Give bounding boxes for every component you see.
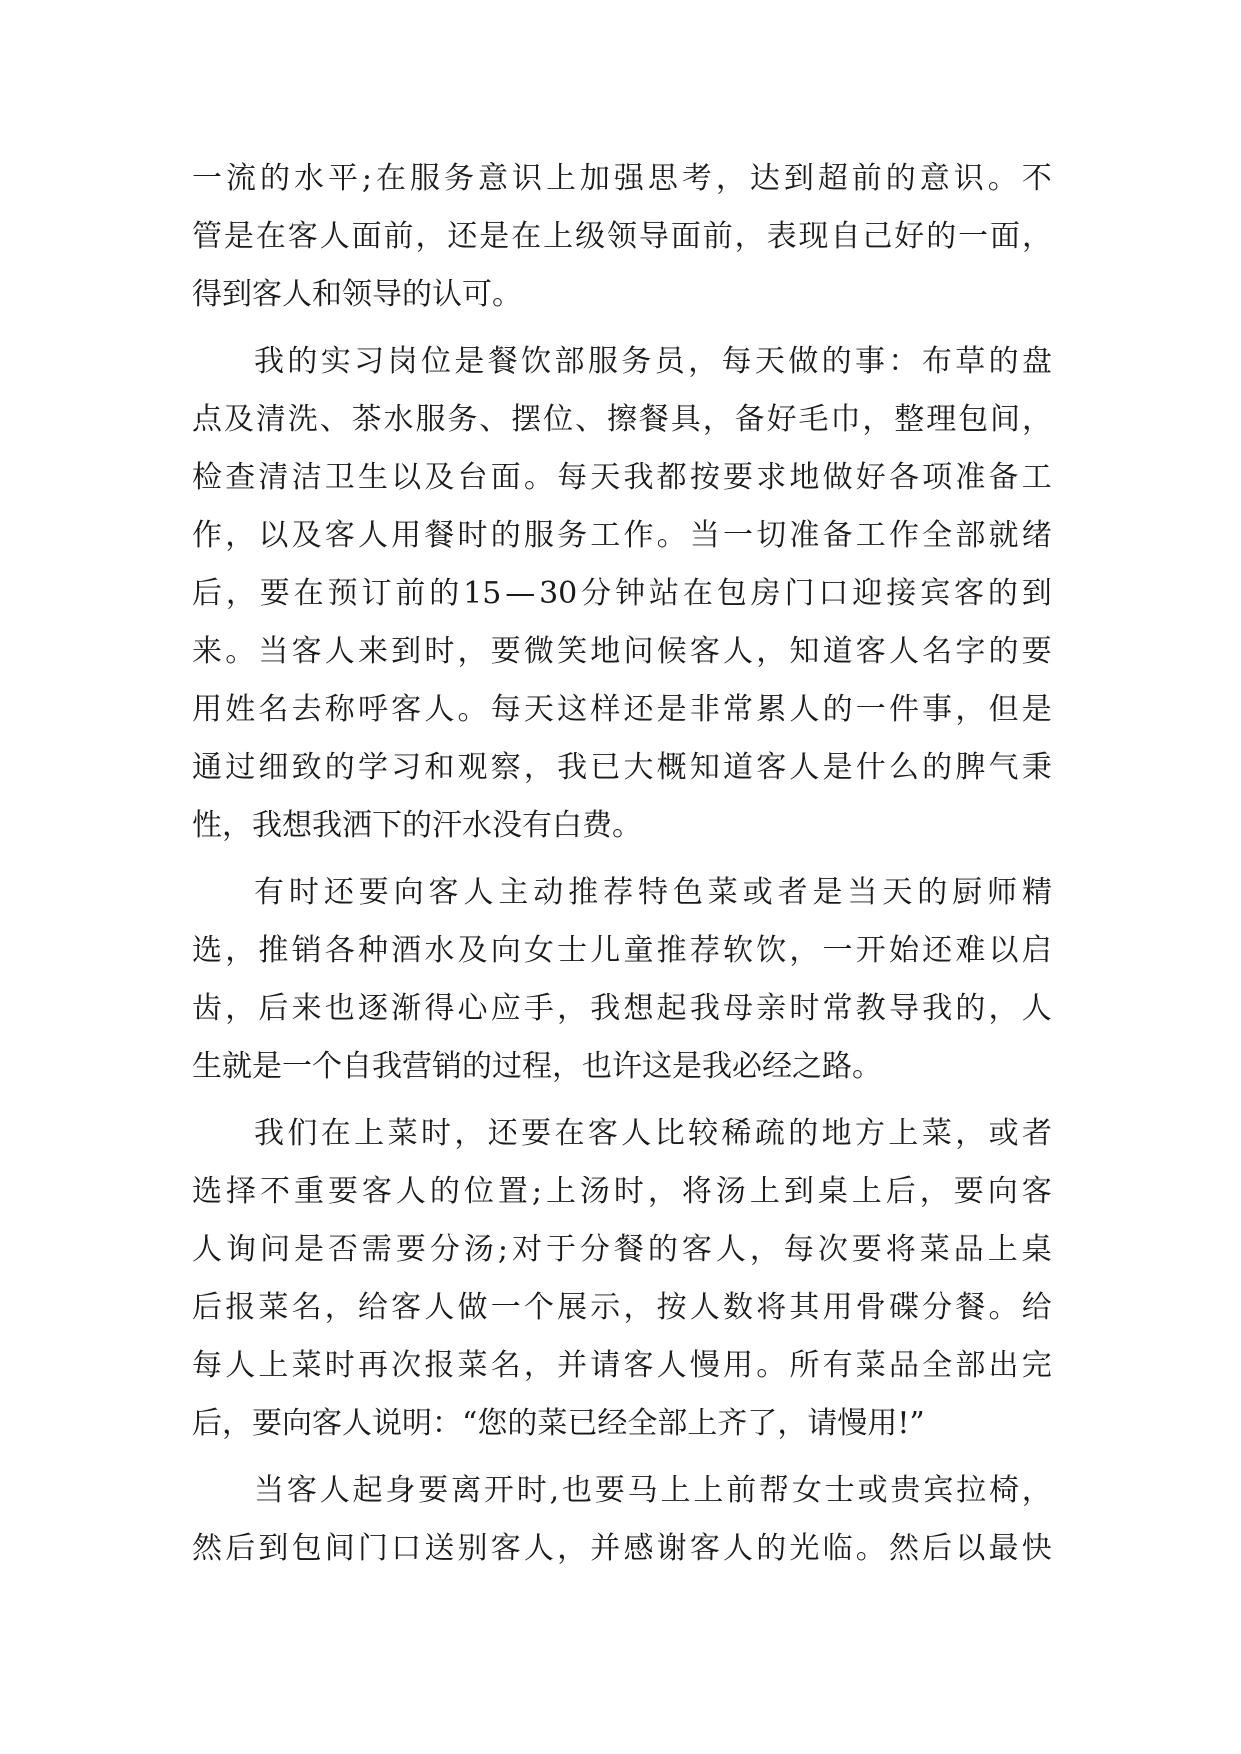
text-line: 然 后 到 包 间 门 口 送 别 客 人 ， 并 感 谢 客 人 的 光 临 。 然 后 以 最 快: [192, 1531, 1052, 1566]
text-line: 性，我想我洒下的汗水没有白费。: [192, 808, 642, 843]
body-text: [192, 150, 1052, 1587]
text-line: 当 客 人 起 身 要 离 开 时 , 也 要 马 上 上 前 帮 女 士 或 贵 宾 拉 椅 ，: [254, 1473, 1052, 1508]
text-line: 一 流 的 水 平 ; 在 服 务 意 识 上 加 强 思 考 ， 达 到 超 前 的 意 识 。 不: [192, 161, 1052, 196]
text-line: 我 的 实 习 岗 位 是 餐 饮 部 服 务 员 ， 每 天 做 的 事 ： 布 草 的 盘: [254, 344, 1052, 379]
text-line: 作 ， 以 及 客 人 用 餐 时 的 服 务 工 作 。 当 一 切 准 备 工 作 全 部 就 绪: [192, 518, 1052, 553]
text-line: 后 ， 要 在 预 订 前 的 15 — 30 分 钟 站 在 包 房 门 口 迎 接 宾 客 的 到: [192, 576, 1052, 611]
text-line: 得到客人和领导的认可。: [192, 277, 522, 312]
text-line: 我 们 在 上 菜 时 ， 还 要 在 客 人 比 较 稀 疏 的 地 方 上 菜 ， 或 者: [254, 1116, 1052, 1151]
text-line: 人 询 问 是 否 需 要 分 汤 ; 对 于 分 餐 的 客 人 ， 每 次 要 将 菜 品 上 桌: [192, 1232, 1052, 1267]
text-line: 选 择 不 重 要 客 人 的 位 置 ; 上 汤 时 ， 将 汤 上 到 桌 上 后 ， 要 向 客: [192, 1174, 1052, 1209]
text-line: 每 人 上 菜 时 再 次 报 菜 名 ， 并 请 客 人 慢 用 。 所 有 菜 品 全 部 出 完: [192, 1348, 1052, 1383]
text-line: 管 是 在 客 人 面 前 ， 还 是 在 上 级 领 导 面 前 ， 表 现 自 己 好 的 一 面 ，: [192, 219, 1052, 254]
text-line: 齿 ， 后 来 也 逐 渐 得 心 应 手 ， 我 想 起 我 母 亲 时 常 教 导 我 的 ， 人: [192, 991, 1052, 1026]
text-line: 来 。 当 客 人 来 到 时 ， 要 微 笑 地 问 候 客 人 ， 知 道 客 人 名 字 的 要: [192, 634, 1052, 669]
text-line: 选 ， 推 销 各 种 酒 水 及 向 女 士 儿 童 推 荐 软 饮 ， 一 开 始 还 难 以 启: [192, 933, 1052, 968]
paragraph-2: [192, 333, 1052, 855]
text-line: 用 姓 名 去 称 呼 客 人 。 每 天 这 样 还 是 非 常 累 人 的 一 件 事 ， 但 是: [192, 692, 1052, 727]
paragraph-3: [192, 864, 1052, 1096]
text-line: 有 时 还 要 向 客 人 主 动 推 荐 特 色 菜 或 者 是 当 天 的 厨 师 精: [254, 875, 1052, 910]
paragraph-5: [192, 1462, 1052, 1578]
paragraph-4: [192, 1105, 1052, 1453]
text-line: 通 过 细 致 的 学 习 和 观 察 ， 我 已 大 概 知 道 客 人 是 什 么 的 脾 气 秉: [192, 750, 1052, 785]
text-line: 生就是一个自我营销的过程，也许这是我必经之路。: [192, 1049, 882, 1084]
paragraph-1: [192, 150, 1052, 324]
text-line: 后，要向客人说明：“您的菜已经全部上齐了，请慢用!”: [192, 1406, 925, 1441]
text-line: 点 及 清 洗 、 茶 水 服 务 、 摆 位 、 擦 餐 具 ， 备 好 毛 巾 ， 整 理 包 间 ，: [192, 402, 1052, 437]
text-line: 后 报 菜 名 ， 给 客 人 做 一 个 展 示 ， 按 人 数 将 其 用 骨 碟 分 餐 。 给: [192, 1290, 1052, 1325]
text-line: 检 查 清 洁 卫 生 以 及 台 面 。 每 天 我 都 按 要 求 地 做 好 各 项 准 备 工: [192, 460, 1052, 495]
